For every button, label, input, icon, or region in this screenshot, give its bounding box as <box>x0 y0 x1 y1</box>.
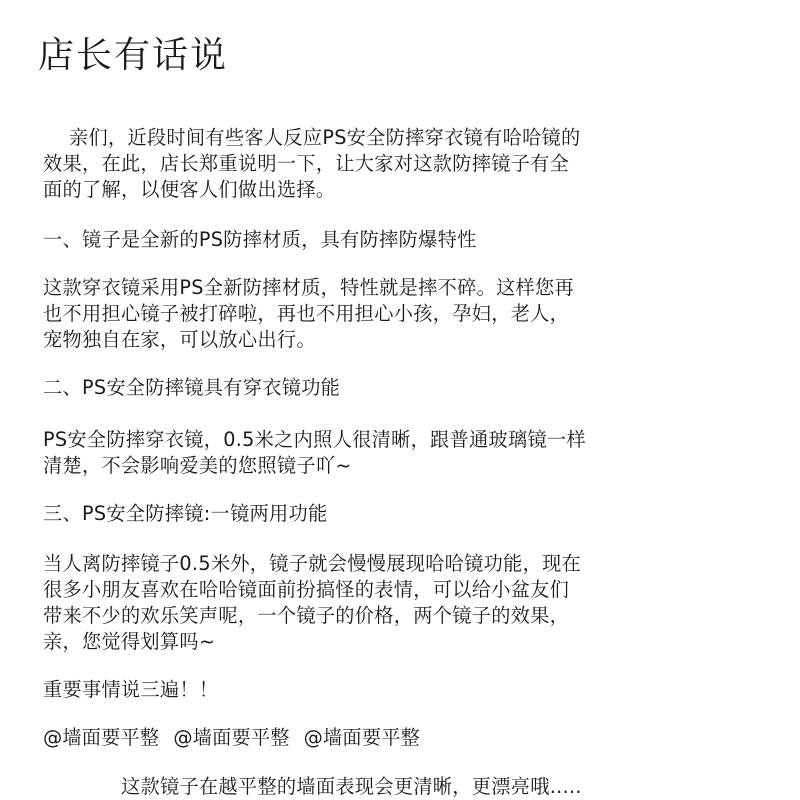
section-2-body-line: PS安全防摔穿衣镜，0.5米之内照人很清晰，跟普通玻璃镜一样 <box>43 428 586 451</box>
wall-note-tag: @墙面要平整 <box>303 726 420 749</box>
wall-note-tag: @墙面要平整 <box>173 726 290 749</box>
page-title: 店长有话说 <box>38 35 229 76</box>
closing-note: 这款镜子在越平整的墙面表现会更清晰，更漂亮哦..... <box>121 775 582 798</box>
intro-line: 亲们，近段时间有些客人反应PS安全防摔穿衣镜有哈哈镜的 <box>69 126 581 149</box>
intro-line: 效果，在此，店长郑重说明一下，让大家对这款防摔镜子有全 <box>43 152 570 175</box>
wall-note-tag: @墙面要平整 <box>43 726 160 749</box>
emphasis-note: 重要事情说三遍！！ <box>43 678 219 701</box>
section-3-body-line: 带来不少的欢乐笑声呢，一个镜子的价格，两个镜子的效果， <box>43 604 570 627</box>
section-heading-1: 一、镜子是全新的PS防摔材质，具有防摔防爆特性 <box>43 228 477 251</box>
wall-notes-row <box>43 725 420 751</box>
intro-line: 面的了解，以便客人们做出选择。 <box>43 178 336 201</box>
section-3-body-line: 亲，您觉得划算吗~ <box>43 630 216 653</box>
section-heading-2: 二、PS安全防摔镜具有穿衣镜功能 <box>43 376 341 399</box>
section-1-body-line: 这款穿衣镜采用PS全新防摔材质，特性就是摔不碎。这样您再 <box>43 276 575 299</box>
section-3-body-line: 当人离防摔镜子0.5米外，镜子就会慢慢展现哈哈镜功能，现在 <box>43 552 582 575</box>
section-1-body-line: 也不用担心镜子被打碎啦，再也不用担心小孩，孕妇，老人， <box>43 302 570 325</box>
section-1-body-line: 宠物独自在家，可以放心出行。 <box>43 328 316 351</box>
section-3-body-line: 很多小朋友喜欢在哈哈镜面前扮搞怪的表情，可以给小盆友们 <box>43 578 570 601</box>
section-2-body-line: 清楚，不会影响爱美的您照镜子吖~ <box>43 454 352 477</box>
section-heading-3: 三、PS安全防摔镜:一镜两用功能 <box>43 502 328 525</box>
